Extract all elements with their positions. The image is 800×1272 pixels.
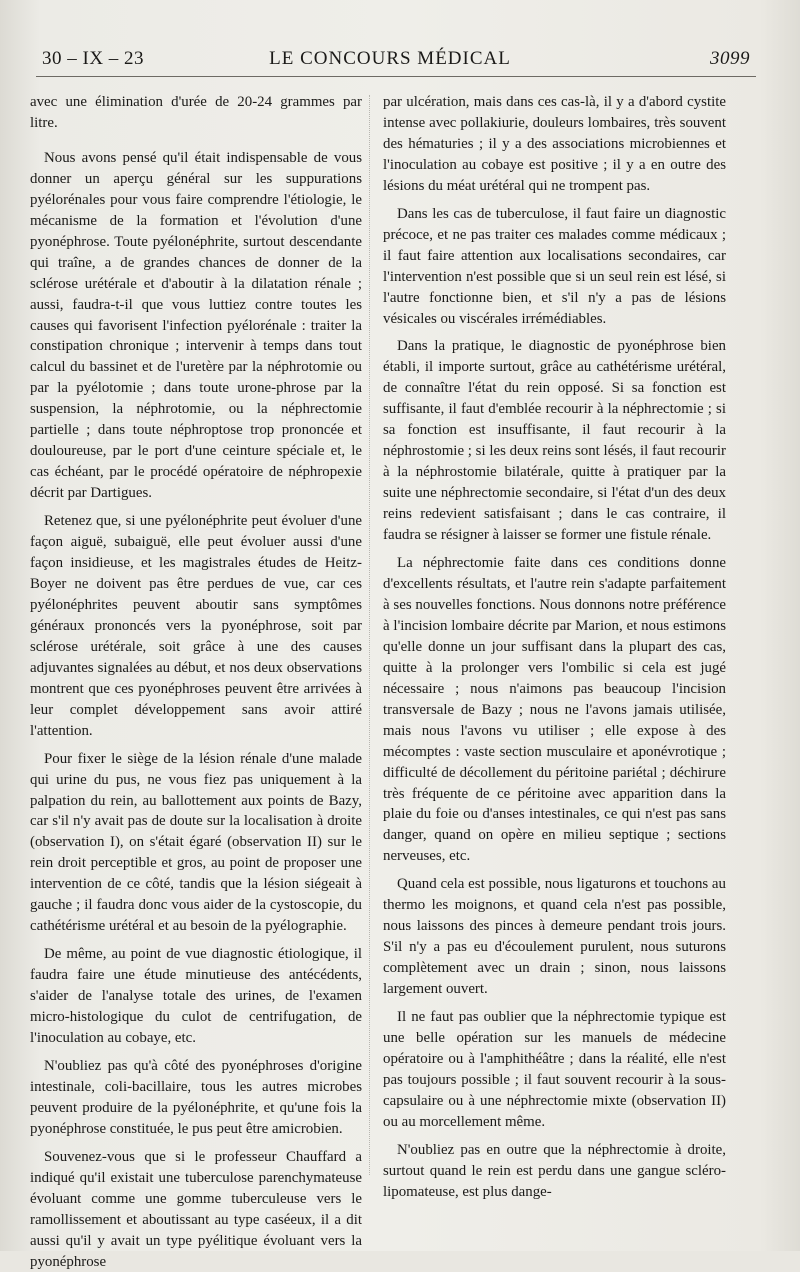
paragraph: Nous avons pensé qu'il était indispensable de vous donner un aperçu général sur les suppurations pyélorénales pour vous faire comprendre l'étiologie, le mécanisme de la formation et l'évolution d'une pyonéphrose. Toute pyélonéphrite, surtout descendante qui traîne, a de grandes chances de donner de la sclérose urétérale et d'aboutir à la dilatation rénale ; aussi, faudra-t-il que vous luttiez contre toutes les causes qui favorisent l'infection pyélorénale : traiter la constipation chronique ; intervenir à temps dans tout calcul du bassinet et de l'uretère par la néphrotomie ou par la pyélotomie ; dans toute urone-phrose par la suspension, la néphrotomie, ou la néphrectomie partielle ; dans toute néphroptose trop prononcée et douloureuse, par le port d'une ceinture spéciale et, le cas échéant, par le procédé opératoire de néphropexie décrit par Dartigues. (30, 149, 362, 502)
paragraph: N'oubliez pas qu'à côté des pyonéphroses d'origine intestinale, coli-bacillaire, tous les autres microbes peuvent produire de la pyélonéphrite, et qu'une fois la pyonéphrose constituée, le pus peut être amicrobien. (30, 1057, 362, 1137)
paragraph: Dans les cas de tuberculose, il faut faire un diagnostic précoce, et ne pas traiter ces malades comme médicaux ; il faut faire attention aux localisations secondaires, car l'intervention n'est possible que si un seul rein est lésé, si l'autre fonctionne bien, et s'il n'y a pas de lésions vésicales ou viscérales irrémédiables. (383, 205, 726, 327)
left-column (30, 92, 362, 1272)
paragraph: N'oubliez pas en outre que la néphrectomie à droite, surtout quand le rein est perdu dans une gangue scléro-lipomateuse, est plus dange- (383, 1141, 726, 1200)
paragraph: Retenez que, si une pyélonéphrite peut évoluer d'une façon aiguë, subaiguë, elle peut évoluer aussi d'une façon insidieuse, et les magistrales études de Heitz-Boyer ne doivent pas être perdues de vue, car ces pyélonéphrites peuvent aboutir sans symptômes généraux prononcés vers la pyonéphrose, soit par sclérose urétérale, soit grâce à une des causes adjuvantes signalées au début, et nos deux observations montrent que ces pyonéphroses peuvent être arrivées à leur complet développement sans avoir attiré l'attention. (30, 513, 362, 739)
paragraph: Pour fixer le siège de la lésion rénale d'une malade qui urine du pus, ne vous fiez pas uniquement à la palpation du rein, au ballottement aux points de Bazy, car s'il n'y avait pas de doute sur la localisation à droite (observation I), on s'était égaré (observation II) sur le rein droit perceptible et gros, au point de proposer une intervention de ce côté, tandis que la lésion siégeait à gauche ; il faudra donc vous aider de la cystoscopie, du cathétérisme urétéral et au besoin de la pyélographie. (30, 750, 362, 935)
paragraph: Quand cela est possible, nous ligaturons et touchons au thermo les moignons, et quand cela n'est pas possible, nous laissons des pinces à demeure pendant trois jours. S'il n'y a pas eu d'écoulement purulent, nous suturons complètement avec un drain ; sinon, nous laissons largement ouvert. (383, 876, 726, 998)
paragraph: avec une élimination d'urée de 20-24 grammes par litre. (30, 94, 362, 131)
paragraph: Souvenez-vous que si le professeur Chauffard a indiqué qu'il existait une tuberculose parenchymateuse évoluant comme une gomme tuberculeuse vers le ramollissement et aboutissant au type caséeux, il a dit aussi qu'il y avait un type pyélitique évoluant vers la pyonéphrose (30, 1148, 362, 1270)
paragraph: Dans la pratique, le diagnostic de pyonéphrose bien établi, il importe surtout, grâce au cathétérisme urétéral, de connaître l'état du rein opposé. Si sa fonction est suffisante, il faut d'emblée recourir à la néphrectomie ; si sa fonction est insuffisante, il faut recourir à la néphrostomie ; si les deux reins sont lésés, il faut recourir à la néphrostomie bilatérale, quitte à pratiquer par la suite une néphrectomie secondaire, si l'état d'un des deux reins redevient satisfaisant ; dans le cas contraire, il faudra se résigner à laisser se former une fistule rénale. (383, 338, 726, 544)
paragraph: La néphrectomie faite dans ces conditions donne d'excellents résultats, et l'autre rein s'adapte parfaitement à ses nouvelles fonctions. Nous donnons notre préférence à l'incision lombaire décrite par Marion, et nous estimons qu'elle donne un jour suffisant dans la plupart des cas, quitte à la prolonger vers l'ombilic si cela est jugé nécessaire ; nous n'aimons pas beaucoup l'incision transversale de Bazy ; nous ne l'avons jamais utilisée, mais nous l'avons vu utiliser ; elle expose à des mécomptes : vaste section musculaire et aponévrotique ; difficulté de décollement du péritoine pariétal ; déchirure très fréquente de ce péritoine avec apparition dans la plaie du foie ou d'anses intestinales, ce qui n'est pas sans danger, quand on opère en milieu septique ; sections nerveuses, etc. (383, 555, 726, 865)
right-column (383, 92, 726, 1203)
column-divider (369, 95, 370, 1175)
header-rule (36, 76, 756, 77)
issue-date: 30 – IX – 23 (42, 48, 145, 69)
journal-title: LE CONCOURS MÉDICAL (269, 48, 511, 69)
page-header (30, 44, 750, 76)
page-number: 3099 (710, 48, 750, 69)
paragraph: Il ne faut pas oublier que la néphrectomie typique est une belle opération sur les manuels de médecine opératoire ou à l'amphithéâtre ; dans la réalité, elle n'est pas toujours possible ; il faut souvent recourir à la sous-capsulaire ou à une néphrectomie mixte (observation II) ou au morcellement même. (383, 1009, 726, 1130)
paragraph: De même, au point de vue diagnostic étiologique, il faudra faire une étude minutieuse des antécédents, s'aider de l'analyse totale des urines, de l'examen micro-histologique du culot de centrifugation, de l'inoculation au cobaye, etc. (30, 946, 362, 1046)
paragraph: par ulcération, mais dans ces cas-là, il y a d'abord cystite intense avec pollakiurie, douleurs lombaires, très souvent des hématuries ; il y a des associations microbiennes et l'inoculation au cobaye est positive ; il y a en outre des lésions du méat urétéral qui ne trompent pas. (383, 94, 726, 194)
